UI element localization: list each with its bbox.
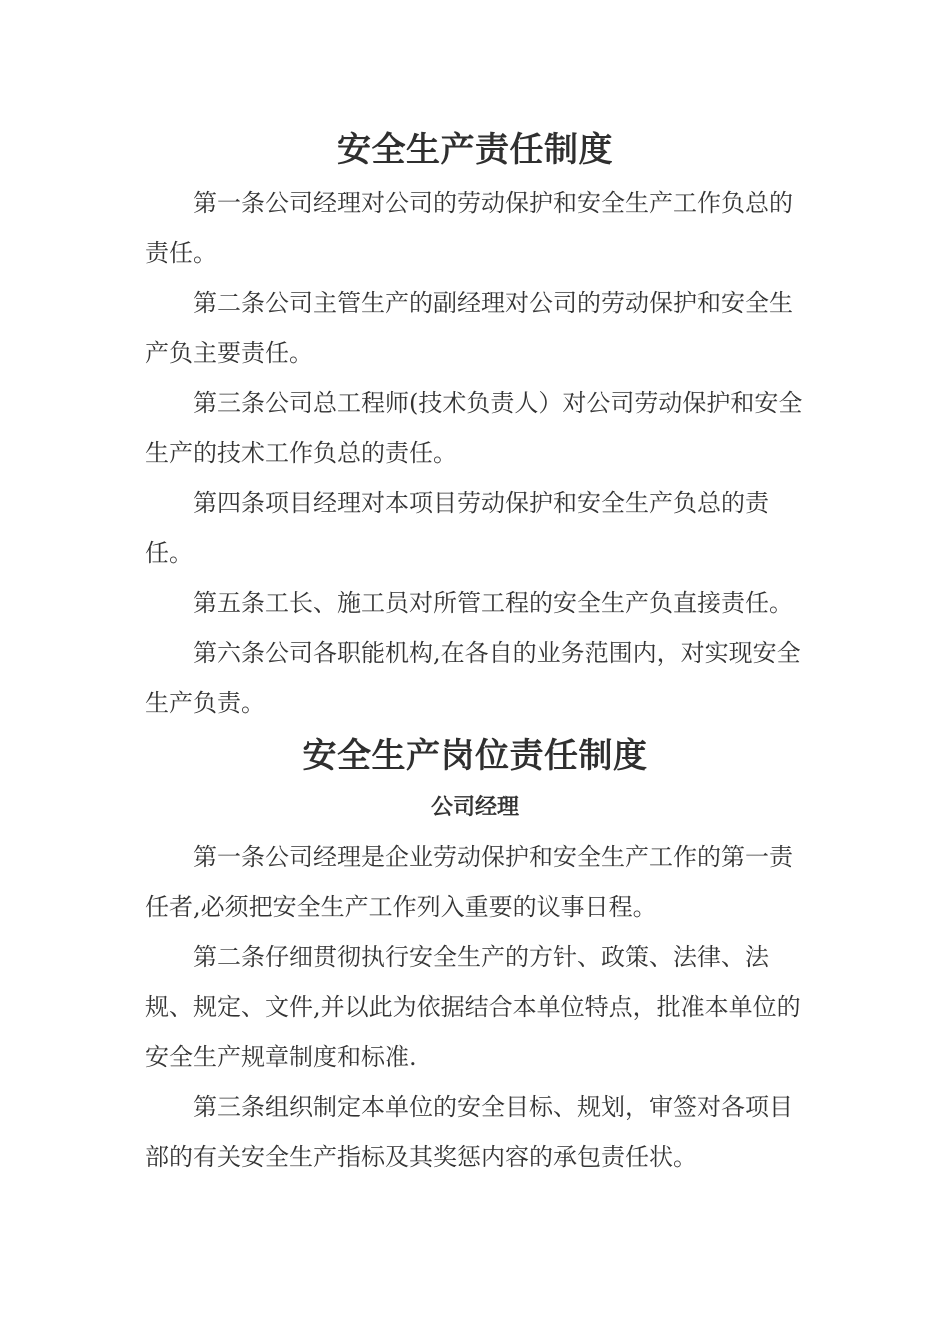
article-4: 第四条项目经理对本项目劳动保护和安全生产负总的责任。 xyxy=(145,489,769,567)
document-body xyxy=(145,122,805,1182)
article-1: 第一条公司经理对公司的劳动保护和安全生产工作负总的责任。 xyxy=(145,189,793,267)
page-title: 安全生产责任制度 xyxy=(337,130,613,170)
article-6: 第六条公司各职能机构,在各自的业务范围内，对实现安全生产负责。 xyxy=(145,639,801,717)
section-subtitle: 公司经理 xyxy=(430,795,519,820)
section-title: 安全生产岗位责任制度 xyxy=(302,736,648,776)
section-safety-responsibility xyxy=(145,122,805,728)
manager-article-3: 第三条组织制定本单位的安全目标、规划，审签对各项目部的有关安全生产指标及其奖惩内容的承包责任状。 xyxy=(145,1093,793,1171)
manager-article-1: 第一条公司经理是企业劳动保护和安全生产工作的第一责任者,必须把安全生产工作列入重要的议事日程。 xyxy=(145,843,793,921)
section-post-responsibility xyxy=(145,728,805,1182)
article-2: 第二条公司主管生产的副经理对公司的劳动保护和安全生产负主要责任。 xyxy=(145,289,793,367)
manager-article-2: 第二条仔细贯彻执行安全生产的方针、政策、法律、法规、规定、文件,并以此为依据结合本单位特点，批准本单位的安全生产规章制度和标准. xyxy=(145,943,801,1071)
article-5: 第五条工长、施工员对所管工程的安全生产负直接责任。 xyxy=(193,589,793,617)
article-3: 第三条公司总工程师(技术负责人）对公司劳动保护和安全生产的技术工作负总的责任。 xyxy=(145,389,803,467)
